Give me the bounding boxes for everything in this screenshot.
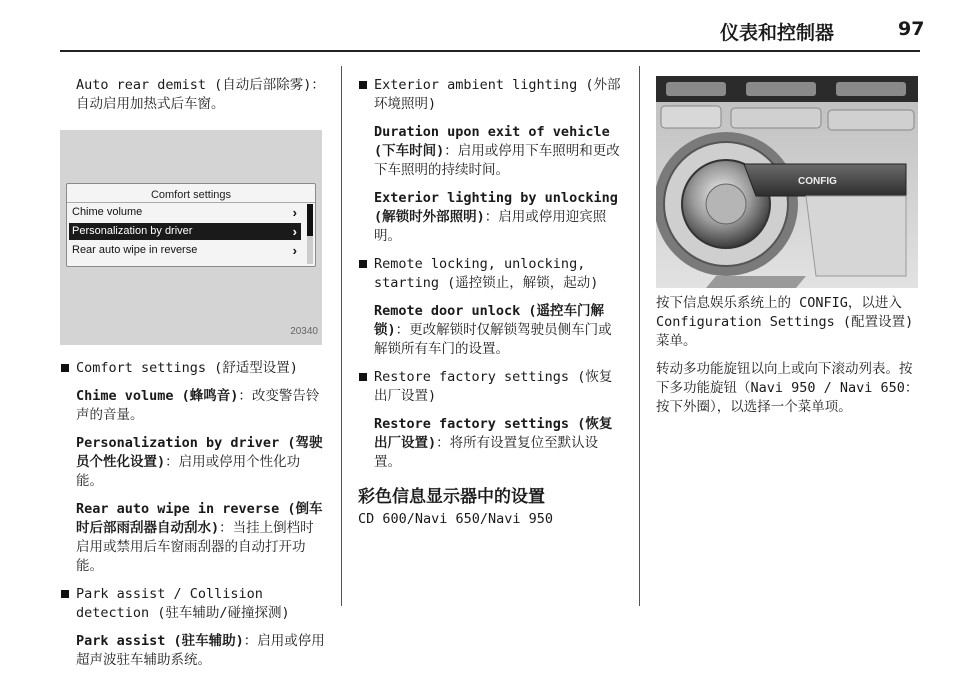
menu-row-chime-volume[interactable]	[69, 204, 301, 221]
scrollbar-thumb[interactable]	[307, 204, 313, 236]
section-heading: Exterior ambient lighting (外部环境照明)	[374, 77, 621, 112]
section-heading: Park assist / Collision detection (驻车辅助/碰撞探测)	[76, 586, 290, 621]
park-assist-section	[60, 585, 326, 670]
config-button-label: CONFIG	[798, 176, 837, 187]
console-illustration	[656, 76, 918, 288]
chevron-right-icon: ›	[292, 243, 297, 258]
item-restore-factory: Restore factory settings (恢复出厂设置)：将所有设置复位至默认设置。	[374, 416, 613, 470]
factory-settings-section	[358, 368, 624, 472]
item-exterior-unlock: Exterior lighting by unlocking (解锁时外部照明)：启用或停用迎宾照明。	[374, 190, 618, 244]
menu-row-label: Rear auto wipe in reverse	[72, 244, 198, 256]
ambient-lighting-section	[358, 76, 624, 246]
column-2	[358, 76, 624, 529]
section-heading: Remote locking, unlocking, starting (遥控锁止，解锁，起动)	[374, 256, 599, 291]
bullet-square-icon	[359, 81, 367, 89]
bullet-square-icon	[61, 364, 69, 372]
intro-title: Auto rear demist (自动后部除雾)：	[76, 77, 325, 93]
column-divider-1	[341, 66, 342, 606]
item-park-assist: Park assist (驻车辅助)：启用或停用超声波驻车辅助系统。	[76, 633, 325, 668]
bullet-square-icon	[61, 590, 69, 598]
section-heading: Comfort settings (舒适型设置)	[76, 360, 298, 376]
chevron-right-icon: ›	[292, 224, 297, 239]
bullet-square-icon	[359, 260, 367, 268]
menu-row-personalization[interactable]	[69, 223, 301, 240]
intro-body: 自动启用加热式后车窗。	[76, 96, 225, 112]
chevron-right-icon: ›	[292, 205, 297, 220]
item-personalization: Personalization by driver (驾驶员个性化设置)：启用或停用个性化功能。	[76, 435, 323, 489]
color-display-heading: 彩色信息显示器中的设置	[358, 487, 545, 507]
menu-row-label: Chime volume	[72, 206, 143, 218]
column-divider-2	[639, 66, 640, 606]
page-number: 97	[898, 18, 925, 40]
item-chime-volume: Chime volume (蜂鸣音)：改变警告铃声的音量。	[76, 388, 320, 423]
figure-number: 20340	[290, 326, 318, 337]
panel-title: Comfort settings	[150, 189, 232, 201]
item-rear-auto-wipe: Rear auto wipe in reverse (倒车时后部雨刮器自动刮水)：当挂上倒档时启用或禁用后车窗雨刮器的自动打开功能。	[76, 501, 323, 574]
comfort-settings-section	[60, 359, 326, 576]
comfort-settings-panel	[66, 183, 316, 267]
menu-row-label: Personalization by driver	[72, 225, 193, 237]
comfort-settings-screen-figure	[60, 130, 322, 345]
menu-row-rear-auto-wipe[interactable]	[69, 242, 301, 259]
header-rule	[60, 50, 920, 52]
panel-separator	[67, 202, 315, 203]
panel-scrollbar[interactable]	[307, 204, 313, 264]
remote-locking-section	[358, 255, 624, 359]
section-heading: Restore factory settings (恢复出厂设置)	[374, 369, 613, 404]
config-instruction-2: 转动多功能旋钮以向上或向下滚动列表。按下多功能旋钮（Navi 950 / Navi 650：按下外圈），以选择一个菜单项。	[656, 361, 919, 415]
item-duration-exit: Duration upon exit of vehicle (下车时间)：启用或停用下车照明和更改下车照明的持续时间。	[374, 124, 620, 178]
column-1	[60, 76, 326, 679]
column-3	[656, 76, 922, 426]
infotainment-config-photo	[656, 76, 918, 288]
page-header-title: 仪表和控制器	[720, 22, 835, 44]
bullet-square-icon	[359, 373, 367, 381]
config-instruction-1: 按下信息娱乐系统上的 CONFIG，以进入 Configuration Settings (配置设置) 菜单。	[656, 295, 914, 349]
color-display-models: CD 600/Navi 650/Navi 950	[358, 511, 554, 527]
item-remote-door-unlock: Remote door unlock (遥控车门解锁)：更改解锁时仅解锁驾驶员侧车门或解锁所有车门的设置。	[374, 303, 612, 357]
